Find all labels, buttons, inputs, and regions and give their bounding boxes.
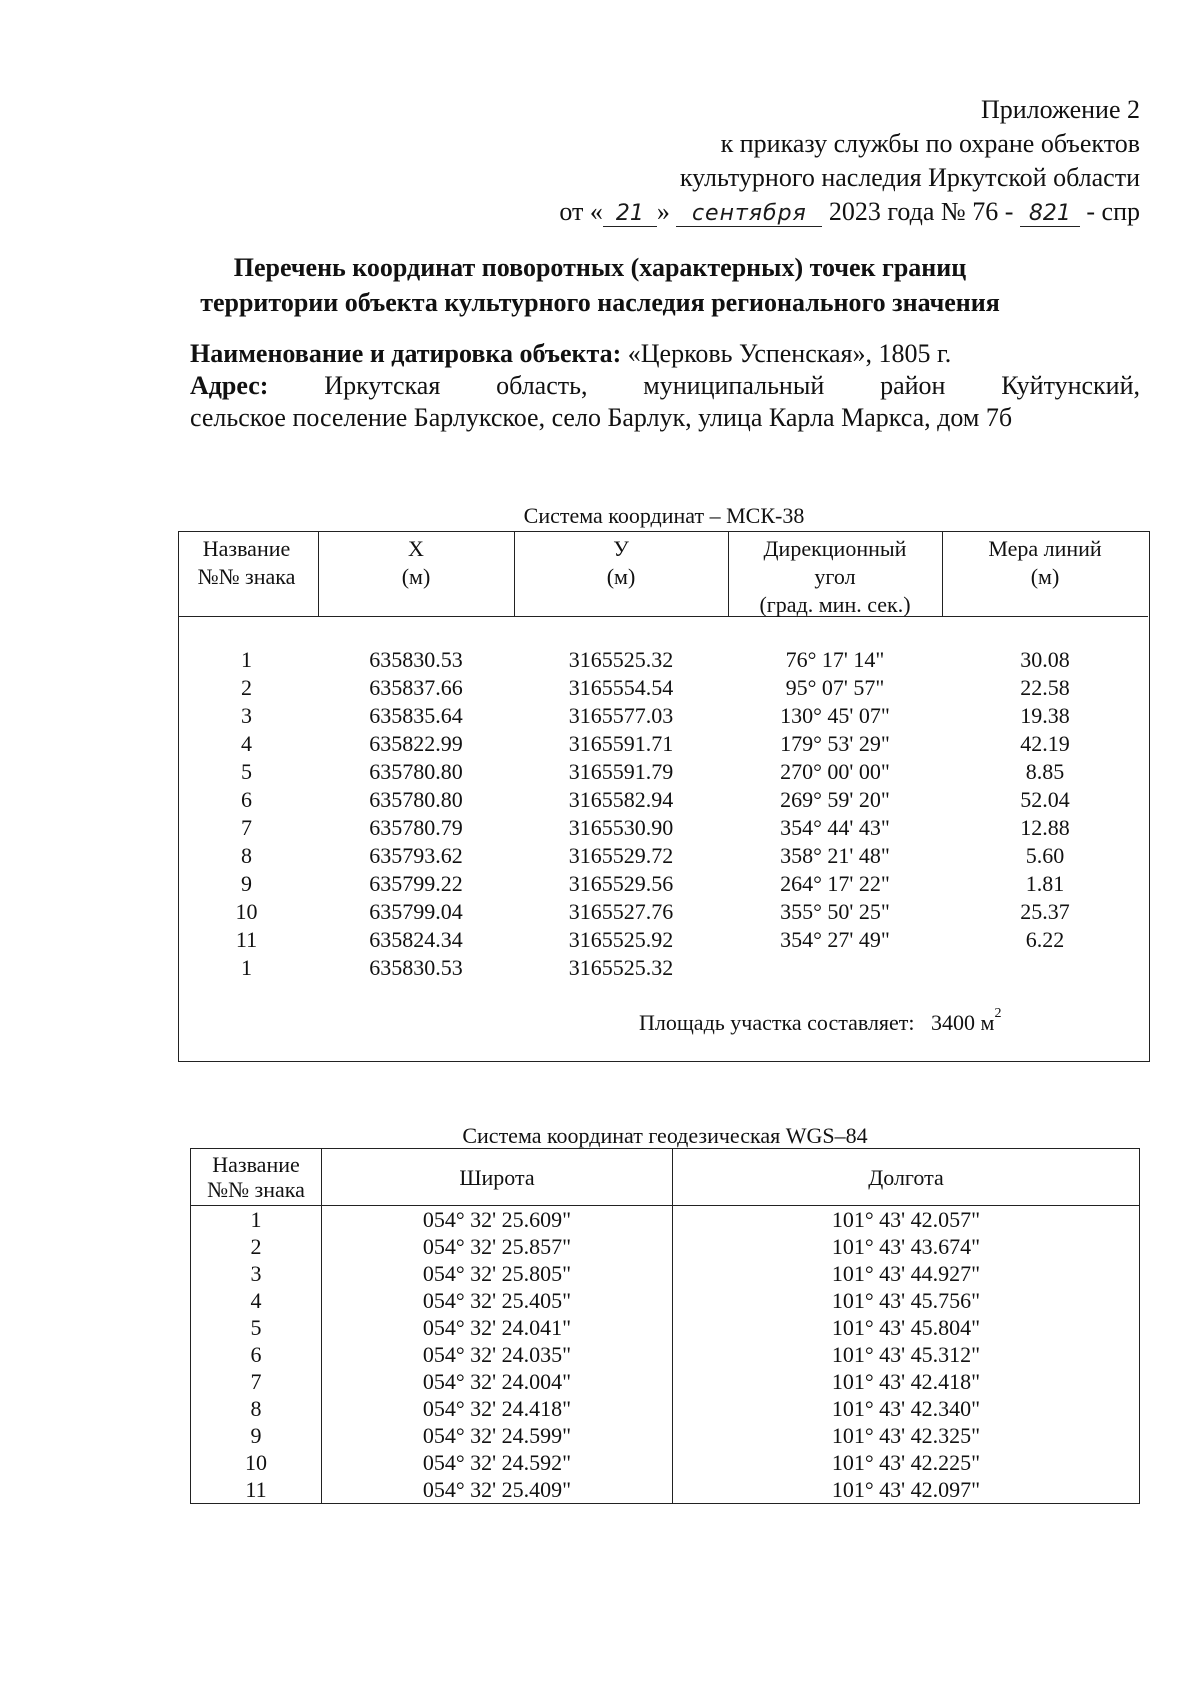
longitude-cell: 101° 43' 45.756" <box>673 1287 1140 1314</box>
year-text: 2023 года № 76 - <box>828 197 1014 226</box>
handwritten-day: 21 <box>603 202 657 227</box>
appendix-label: Приложение 2 <box>980 95 1140 124</box>
y-coordinate-cell: 3165530.90 <box>568 815 674 840</box>
line-length-cell: 52.04 <box>1020 787 1070 812</box>
point-number-cell: 1 <box>241 647 252 672</box>
y-coordinate-cell: 3165527.76 <box>568 899 674 924</box>
y-coordinate-cell: 3165577.03 <box>568 703 674 728</box>
y-coordinate-cell: 3165525.92 <box>568 927 674 952</box>
point-number-cell: 9 <box>241 871 252 896</box>
point-number-cell: 1 <box>191 1206 322 1234</box>
address-line: сельское поселение Барлукское, село Барлук, улица Карла Маркса, дом 7б <box>190 403 1013 432</box>
point-number-cell: 11 <box>191 1476 322 1504</box>
direction-angle-cell: 270° 00' 00" <box>780 759 890 784</box>
handwritten-month: сентября <box>676 202 822 227</box>
line-length-cell: 25.37 <box>1020 899 1070 924</box>
point-number-cell: 8 <box>191 1395 322 1422</box>
direction-angle-cell: 355° 50' 25" <box>780 899 890 924</box>
title-line: территории объекта культурного наследия регионального значения <box>200 288 1000 317</box>
header-y: У (м) <box>606 536 636 589</box>
header-angle: Дирекционный угол (град. мин. сек.) <box>759 536 911 617</box>
header-x: Х (м) <box>401 536 431 589</box>
table-row <box>179 814 1148 842</box>
longitude-cell: 101° 43' 42.418" <box>673 1368 1140 1395</box>
point-number-cell: 3 <box>241 703 252 728</box>
table-row <box>179 786 1148 814</box>
latitude-cell: 054° 32' 25.857" <box>322 1233 673 1260</box>
line-length-cell: 6.22 <box>1025 927 1065 952</box>
point-number-cell: 4 <box>191 1287 322 1314</box>
x-coordinate-cell: 635780.80 <box>369 759 463 784</box>
area-value: 3400 м <box>931 1010 995 1035</box>
longitude-cell: 101° 43' 42.325" <box>673 1422 1140 1449</box>
table-row <box>191 1476 1140 1504</box>
order-reference-line: к приказу службы по охране объектов <box>720 129 1140 158</box>
order-date-line <box>559 195 1140 229</box>
table-row <box>191 1395 1140 1422</box>
longitude-cell: 101° 43' 44.927" <box>673 1260 1140 1287</box>
table-row <box>191 1449 1140 1476</box>
longitude-cell: 101° 43' 42.340" <box>673 1395 1140 1422</box>
msk-table-body <box>179 646 1148 982</box>
latitude-cell: 054° 32' 25.805" <box>322 1260 673 1287</box>
point-number-cell: 5 <box>241 759 252 784</box>
object-name-line <box>190 338 1140 370</box>
point-number-cell: 2 <box>191 1233 322 1260</box>
header-length: Мера линий (м) <box>988 536 1102 589</box>
point-number-cell: 6 <box>241 787 252 812</box>
title-line: Перечень координат поворотных (характерных) точек границ <box>233 253 967 282</box>
longitude-cell: 101° 43' 42.097" <box>673 1476 1140 1504</box>
x-coordinate-cell: 635830.53 <box>369 647 463 672</box>
direction-angle-cell: 354° 27' 49" <box>780 927 890 952</box>
direction-angle-cell: 95° 07' 57" <box>785 675 885 700</box>
table-row <box>179 954 1148 982</box>
direction-angle-cell: 358° 21' 48" <box>780 843 890 868</box>
latitude-cell: 054° 32' 25.609" <box>322 1206 673 1234</box>
direction-angle-cell: 130° 45' 07" <box>780 703 890 728</box>
point-number-cell: 10 <box>191 1449 322 1476</box>
document-title <box>0 250 1200 320</box>
order-reference-line: культурного наследия Иркутской области <box>679 163 1140 192</box>
longitude-cell: 101° 43' 42.057" <box>673 1206 1140 1234</box>
point-number-cell: 2 <box>241 675 252 700</box>
point-number-cell: 5 <box>191 1314 322 1341</box>
header-longitude: Долгота <box>673 1149 1140 1206</box>
line-length-cell: 42.19 <box>1020 731 1070 756</box>
longitude-cell: 101° 43' 42.225" <box>673 1449 1140 1476</box>
latitude-cell: 054° 32' 24.035" <box>322 1341 673 1368</box>
y-coordinate-cell: 3165591.71 <box>568 731 674 756</box>
line-length-cell: 19.38 <box>1020 703 1070 728</box>
table-row <box>191 1314 1140 1341</box>
date-prefix: от « <box>559 197 603 226</box>
point-number-cell: 1 <box>241 955 252 980</box>
y-coordinate-cell: 3165591.79 <box>568 759 674 784</box>
x-coordinate-cell: 635799.04 <box>369 899 463 924</box>
longitude-cell: 101° 43' 45.312" <box>673 1341 1140 1368</box>
line-length-cell: 12.88 <box>1020 815 1070 840</box>
latitude-cell: 054° 32' 24.041" <box>322 1314 673 1341</box>
point-number-cell: 7 <box>241 815 252 840</box>
object-description <box>190 338 1140 434</box>
table-row <box>179 926 1148 954</box>
area-label: Площадь участка составляет: <box>639 1010 915 1035</box>
wgs-table-body <box>191 1206 1140 1504</box>
y-coordinate-cell: 3165529.72 <box>568 843 674 868</box>
latitude-cell: 054° 32' 24.599" <box>322 1422 673 1449</box>
header-latitude: Широта <box>322 1149 673 1206</box>
direction-angle-cell: 179° 53' 29" <box>780 731 890 756</box>
x-coordinate-cell: 635799.22 <box>369 871 463 896</box>
msk-table-caption: Система координат – МСК-38 <box>523 503 805 528</box>
table-row <box>179 870 1148 898</box>
appendix-block <box>559 93 1140 229</box>
y-coordinate-cell: 3165525.32 <box>568 955 674 980</box>
x-coordinate-cell: 635824.34 <box>369 927 463 952</box>
latitude-cell: 054° 32' 25.405" <box>322 1287 673 1314</box>
table-row <box>179 730 1148 758</box>
wgs-table-caption: Система координат геодезическая WGS–84 <box>462 1123 868 1148</box>
y-coordinate-cell: 3165525.32 <box>568 647 674 672</box>
latitude-cell: 054° 32' 24.592" <box>322 1449 673 1476</box>
table-row <box>191 1287 1140 1314</box>
x-coordinate-cell: 635780.80 <box>369 787 463 812</box>
x-coordinate-cell: 635835.64 <box>369 703 463 728</box>
table-row <box>179 758 1148 786</box>
point-number-cell: 3 <box>191 1260 322 1287</box>
x-coordinate-cell: 635793.62 <box>369 843 463 868</box>
point-number-cell: 10 <box>235 899 258 924</box>
object-name-label: Наименование и датировка объекта: <box>190 339 622 368</box>
point-number-cell: 9 <box>191 1422 322 1449</box>
table-row <box>179 702 1148 730</box>
line-length-cell: 22.58 <box>1020 675 1070 700</box>
address-line <box>190 370 1140 402</box>
table-row <box>191 1368 1140 1395</box>
x-coordinate-cell: 635780.79 <box>369 815 463 840</box>
msk-table-header <box>179 532 1148 617</box>
direction-angle-cell: 269° 59' 20" <box>780 787 890 812</box>
table-row <box>191 1233 1140 1260</box>
address-label: Адрес: <box>190 371 269 400</box>
longitude-cell: 101° 43' 43.674" <box>673 1233 1140 1260</box>
point-number-cell: 6 <box>191 1341 322 1368</box>
direction-angle-cell: 354° 44' 43" <box>780 815 890 840</box>
latitude-cell: 054° 32' 24.418" <box>322 1395 673 1422</box>
table-row <box>191 1422 1140 1449</box>
line-length-cell: 1.81 <box>1025 871 1065 896</box>
x-coordinate-cell: 635822.99 <box>369 731 463 756</box>
longitude-cell: 101° 43' 45.804" <box>673 1314 1140 1341</box>
latitude-cell: 054° 32' 25.409" <box>322 1476 673 1504</box>
table-row <box>191 1206 1140 1234</box>
line-length-cell: 30.08 <box>1020 647 1070 672</box>
order-suffix: - спр <box>1086 197 1140 226</box>
y-coordinate-cell: 3165554.54 <box>568 675 674 700</box>
y-coordinate-cell: 3165529.56 <box>568 871 674 896</box>
address-value: Иркутская область, муниципальный район Куйтунский, <box>324 371 1140 400</box>
y-coordinate-cell: 3165582.94 <box>568 787 674 812</box>
table-row <box>179 842 1148 870</box>
table-row <box>179 674 1148 702</box>
date-mid: » <box>656 197 670 226</box>
header-point-name: Название №№ знака <box>197 536 296 589</box>
wgs-table-header <box>191 1149 1140 1206</box>
area-line <box>639 1006 1002 1036</box>
msk-coordinates-table <box>178 531 1150 1062</box>
line-length-cell: 8.85 <box>1025 759 1065 784</box>
point-number-cell: 7 <box>191 1368 322 1395</box>
wgs-coordinates-table <box>190 1148 1140 1504</box>
x-coordinate-cell: 635837.66 <box>369 675 463 700</box>
x-coordinate-cell: 635830.53 <box>369 955 463 980</box>
header-point-name: Название №№ знака <box>191 1149 322 1206</box>
area-unit-exponent: 2 <box>994 1006 1002 1021</box>
line-length-cell: 5.60 <box>1025 843 1065 868</box>
direction-angle-cell: 76° 17' 14" <box>785 647 885 672</box>
point-number-cell: 11 <box>235 927 258 952</box>
table-row <box>179 646 1148 674</box>
table-row <box>191 1260 1140 1287</box>
object-name-value: «Церковь Успенская», 1805 г. <box>627 339 952 368</box>
table-row <box>179 898 1148 926</box>
handwritten-order-number: 821 <box>1020 202 1080 227</box>
latitude-cell: 054° 32' 24.004" <box>322 1368 673 1395</box>
point-number-cell: 8 <box>241 843 252 868</box>
point-number-cell: 4 <box>241 731 252 756</box>
table-row <box>191 1341 1140 1368</box>
direction-angle-cell: 264° 17' 22" <box>780 871 890 896</box>
